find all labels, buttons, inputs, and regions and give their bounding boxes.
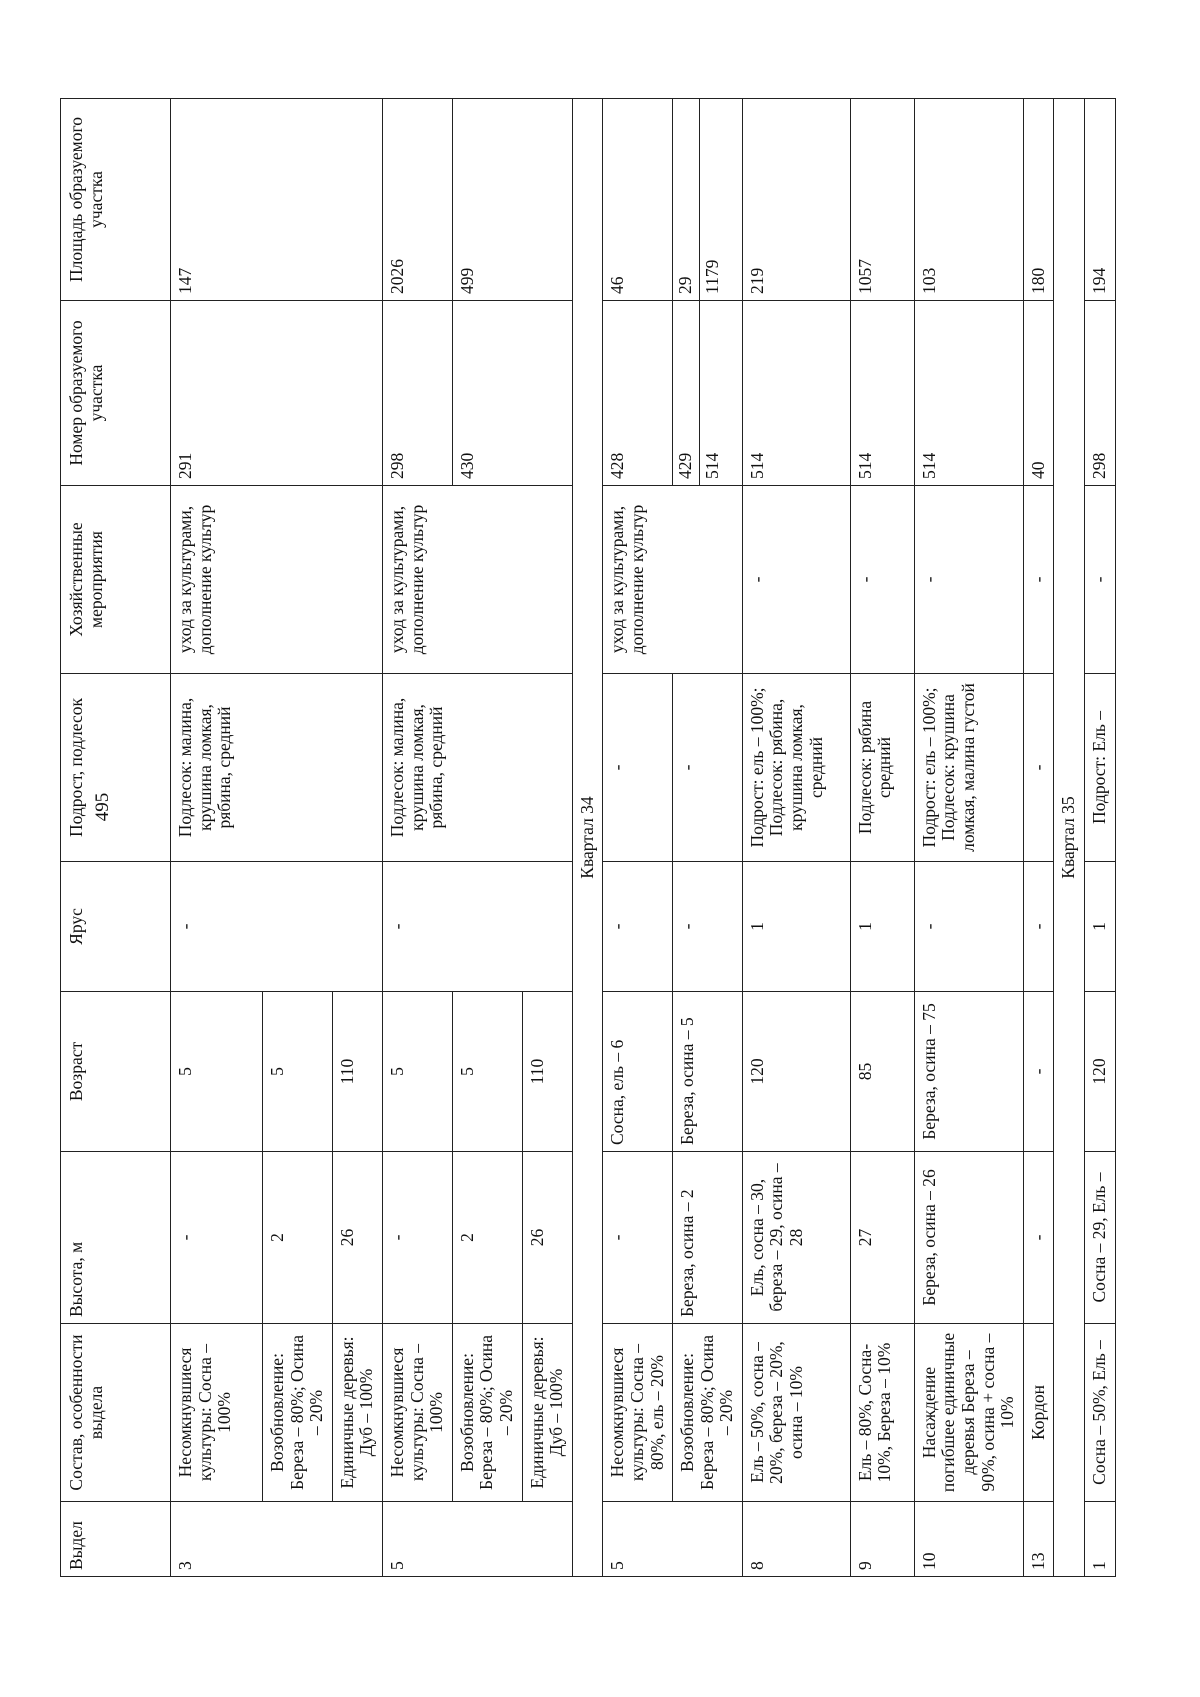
nomer-cell: 514 <box>850 301 914 486</box>
sostav-cell: Сосна – 50%, Ель – <box>1085 1324 1116 1502</box>
yarus-cell: - <box>1023 862 1054 992</box>
yarus-cell: - <box>171 862 383 992</box>
ploshchad-value: 29 <box>673 99 700 300</box>
vozrast-cell: Береза, осина – 75 <box>914 992 1023 1152</box>
vozrast-cell: 110 <box>522 992 572 1152</box>
table-row <box>742 99 850 1577</box>
vydel-cell: 3 <box>171 1502 383 1577</box>
vozrast-cell: 5 <box>452 992 522 1152</box>
meropriyatiya-cell: - <box>914 486 1023 674</box>
meropriyatiya-cell: - <box>850 486 914 674</box>
header-ploshchad: Площадь образуемого участка <box>61 99 171 301</box>
meropriyatiya-cell: уход за культурами, дополнение культур <box>382 486 572 674</box>
table-row <box>382 99 452 1577</box>
vysota-cell: Береза, осина – 26 <box>914 1152 1023 1324</box>
vozrast-cell: 85 <box>850 992 914 1152</box>
podrost-cell: - <box>673 674 743 862</box>
quarter-label: Квартал 35 <box>1054 99 1085 1577</box>
header-podrost: Подрост, подлесок <box>61 674 171 862</box>
ploshchad-cell: 219 <box>742 99 850 301</box>
ploshchad-cell: 499 <box>452 99 572 301</box>
quarter-row <box>1054 99 1085 1577</box>
header-yarus: Ярус <box>61 862 171 992</box>
podrost-cell: Подлесок: малина, крушина ломкая, рябина, средний <box>382 674 572 862</box>
table-row <box>603 99 673 1577</box>
sostav-cell: Возобновление: Береза – 80%; Осина – 20% <box>263 1324 333 1502</box>
nomer-cell: 40 <box>1023 301 1054 486</box>
sostav-cell: Единичные деревья: Дуб – 100% <box>522 1324 572 1502</box>
vysota-cell: Береза, осина – 2 <box>673 1152 743 1324</box>
vysota-cell: 2 <box>263 1152 333 1324</box>
vydel-cell: 10 <box>914 1502 1023 1577</box>
vysota-cell: 27 <box>850 1152 914 1324</box>
podrost-cell: - <box>1023 674 1054 862</box>
vozrast-cell: Сосна, ель – 6 <box>603 992 673 1152</box>
vozrast-cell: 120 <box>742 992 850 1152</box>
sostav-cell: Ель – 80%, Сосна- 10%, Береза – 10% <box>850 1324 914 1502</box>
ploshchad-cell <box>673 99 743 301</box>
vozrast-cell: - <box>1023 992 1054 1152</box>
yarus-cell: 1 <box>742 862 850 992</box>
vozrast-cell: 5 <box>382 992 452 1152</box>
vysota-cell: Ель, сосна – 30, береза – 29, осина – 28 <box>742 1152 850 1324</box>
nomer-cell: 514 <box>914 301 1023 486</box>
table-row <box>850 99 914 1577</box>
vysota-cell: Сосна – 29, Ель – <box>1085 1152 1116 1324</box>
sostav-cell: Возобновление: Береза – 80%; Осина – 20% <box>673 1324 743 1502</box>
header-nomer: Номер образуемого участка <box>61 301 171 486</box>
yarus-cell: 1 <box>1085 862 1116 992</box>
yarus-cell: 1 <box>850 862 914 992</box>
vydel-cell: 9 <box>850 1502 914 1577</box>
table-row <box>171 99 263 1577</box>
header-sostav: Состав, особенности выдела <box>61 1324 171 1502</box>
forest-plot-table <box>60 98 1116 1577</box>
vysota-cell: 26 <box>332 1152 382 1324</box>
nomer-cell: 514 <box>742 301 850 486</box>
vysota-cell: - <box>171 1152 263 1324</box>
vydel-cell: 8 <box>742 1502 850 1577</box>
sostav-cell: Кордон <box>1023 1324 1054 1502</box>
podrost-cell: Подлесок: малина, крушина ломкая, рябина, средний <box>171 674 383 862</box>
page-number: 495 <box>92 792 113 822</box>
nomer-cell: 428 <box>603 301 673 486</box>
vysota-cell: - <box>1023 1152 1054 1324</box>
nomer-cell: 298 <box>1085 301 1116 486</box>
sostav-cell: Несомкнувшиеся культуры: Сосна – 100% <box>171 1324 263 1502</box>
sostav-cell: Возобновление: Береза – 80%; Осина – 20% <box>452 1324 522 1502</box>
table-row <box>1085 99 1116 1577</box>
sostav-cell: Несомкнувшиеся культуры: Сосна – 100% <box>382 1324 452 1502</box>
meropriyatiya-cell: уход за культурами, дополнение культур <box>171 486 383 674</box>
vozrast-cell: 110 <box>332 992 382 1152</box>
quarter-row <box>572 99 603 1577</box>
nomer-cell: 291 <box>171 301 383 486</box>
ploshchad-cell: 46 <box>603 99 673 301</box>
vydel-cell: 5 <box>382 1502 572 1577</box>
vydel-cell: 13 <box>1023 1502 1054 1577</box>
quarter-label: Квартал 34 <box>572 99 603 1577</box>
table-row <box>673 99 743 1577</box>
vysota-cell: - <box>603 1152 673 1324</box>
ploshchad-cell: 147 <box>171 99 383 301</box>
ploshchad-cell: 180 <box>1023 99 1054 301</box>
header-vysota: Высота, м <box>61 1152 171 1324</box>
header-row <box>61 99 171 1577</box>
podrost-cell: - <box>603 674 673 862</box>
vozrast-cell: 5 <box>263 992 333 1152</box>
ploshchad-cell: 103 <box>914 99 1023 301</box>
ploshchad-cell: 1057 <box>850 99 914 301</box>
nomer-value: 514 <box>701 452 722 479</box>
ploshchad-cell: 194 <box>1085 99 1116 301</box>
meropriyatiya-cell: - <box>1023 486 1054 674</box>
header-meropriyatiya: Хозяйственные мероприятия <box>61 486 171 674</box>
nomer-cell <box>673 301 743 486</box>
nomer-value: 429 <box>673 301 700 485</box>
vozrast-cell: 5 <box>171 992 263 1152</box>
sostav-cell: Ель – 50%, сосна – 20%, береза – 20%, осина – 10% <box>742 1324 850 1502</box>
vysota-cell: 2 <box>452 1152 522 1324</box>
sostav-cell: Единичные деревья: Дуб – 100% <box>332 1324 382 1502</box>
nomer-cell: 430 <box>452 301 572 486</box>
table-row <box>914 99 1023 1577</box>
yarus-cell: - <box>382 862 572 992</box>
header-vozrast: Возраст <box>61 992 171 1152</box>
vydel-cell: 1 <box>1085 1502 1116 1577</box>
meropriyatiya-cell: - <box>742 486 850 674</box>
vozrast-cell: 120 <box>1085 992 1116 1152</box>
sostav-cell: Несомкнувшиеся культуры: Сосна – 80%, ель – 20% <box>603 1324 673 1502</box>
sostav-cell: Насаждение погибшее единичные деревья Береза – 90%, осина + сосна – 10% <box>914 1324 1023 1502</box>
yarus-cell: - <box>603 862 673 992</box>
yarus-cell: - <box>914 862 1023 992</box>
vydel-cell: 5 <box>603 1502 743 1577</box>
podrost-cell: Подрост: ель – 100%; Подлесок: крушина ломкая, малина густой <box>914 674 1023 862</box>
meropriyatiya-cell: уход за культурами, дополнение культур <box>603 486 743 674</box>
podrost-cell: Подрост: Ель – <box>1085 674 1116 862</box>
ploshchad-value: 1179 <box>701 259 722 294</box>
vozrast-cell: Береза, осина – 5 <box>673 992 743 1152</box>
vysota-cell: 26 <box>522 1152 572 1324</box>
yarus-cell: - <box>673 862 743 992</box>
podrost-cell: Подлесок: рябина средний <box>850 674 914 862</box>
meropriyatiya-cell: - <box>1085 486 1116 674</box>
podrost-cell: Подрост: ель – 100%; Подлесок: рябина, крушина ломкая, средний <box>742 674 850 862</box>
header-vydel: Выдел <box>61 1502 171 1577</box>
table-row <box>1023 99 1054 1577</box>
ploshchad-cell: 2026 <box>382 99 452 301</box>
nomer-cell: 298 <box>382 301 452 486</box>
vysota-cell: - <box>382 1152 452 1324</box>
